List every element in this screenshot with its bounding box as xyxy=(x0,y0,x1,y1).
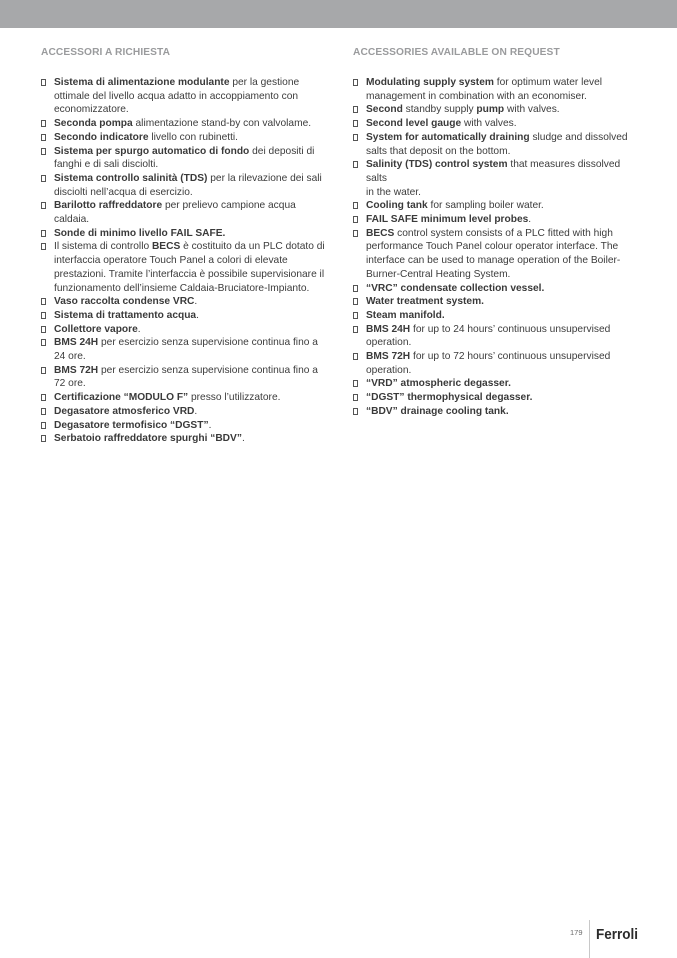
bullet-icon xyxy=(353,120,358,127)
list-item xyxy=(353,103,643,117)
item-text: with valves. xyxy=(461,118,517,130)
bold-text: BMS 24H xyxy=(366,323,411,335)
bullet-icon xyxy=(41,435,46,442)
list-item xyxy=(41,117,331,131)
item-text: . xyxy=(208,419,212,431)
bold-text: Degasatore atmosferico VRD xyxy=(54,405,195,417)
bold-text: Degasatore termofisico “DGST” xyxy=(54,419,209,431)
item-text: for up to 72 hours’ continuous unsupervised operation. xyxy=(366,351,611,376)
bullet-icon xyxy=(41,175,46,182)
english-accessories-list xyxy=(353,76,643,419)
italian-heading: ACCESSORI A RICHIESTA xyxy=(41,47,171,58)
list-item xyxy=(353,309,643,323)
bold-text: Serbatoio raffreddatore spurghi “BDV” xyxy=(54,433,242,445)
bold-text: “VRC” condensate collection vessel. xyxy=(366,282,545,294)
bullet-icon xyxy=(353,408,358,415)
item-text: . xyxy=(528,214,532,226)
item-text: Il sistema di controllo xyxy=(54,241,152,253)
list-item xyxy=(41,419,331,433)
bold-text: Vaso raccolta condense VRC xyxy=(54,296,195,308)
list-item xyxy=(353,377,643,391)
italian-accessories-list xyxy=(41,76,331,446)
item-text: for optimum water level management in combination with an economiser. xyxy=(366,77,603,102)
bullet-icon xyxy=(353,298,358,305)
list-item xyxy=(353,350,643,377)
bullet-icon xyxy=(41,339,46,346)
bold-text: Second level gauge xyxy=(366,118,462,130)
ferroli-logo xyxy=(596,920,640,951)
bold-text: System for automatically draining xyxy=(366,131,530,143)
bullet-icon xyxy=(353,285,358,292)
item-text: that measures dissolved salts in the water. xyxy=(366,159,621,198)
bold-text: Second xyxy=(366,104,403,116)
item-text: alimentazione stand-by con valvolame. xyxy=(132,118,312,130)
bullet-icon xyxy=(353,312,358,319)
bullet-icon xyxy=(41,408,46,415)
bold-text: BECS xyxy=(151,241,181,253)
bold-text: “VRD” atmospheric degasser. xyxy=(366,378,511,390)
list-item xyxy=(353,323,643,350)
page-number: 179 xyxy=(570,928,583,937)
list-item xyxy=(41,131,331,145)
bold-text: BECS xyxy=(366,227,395,239)
bold-text: Steam manifold. xyxy=(366,309,445,321)
bold-text: “DGST” thermophysical degasser. xyxy=(366,392,533,404)
item-text: . xyxy=(194,296,198,308)
item-text: per esercizio senza supervisione continua fino a 24 ore. xyxy=(54,337,318,363)
item-text: per la gestione ottimale del livello acqua adatto in accoppiamento con economizzatore. xyxy=(54,77,300,116)
bold-text: Seconda pompa xyxy=(54,118,133,130)
list-item xyxy=(41,199,331,226)
list-item xyxy=(41,145,331,172)
item-text: control system consists of a PLC fitted with high performance Touch Panel colour operator interface. The interface can be used to manage operation of the Boiler-Burner-Central Heating System. xyxy=(366,227,621,280)
item-text: for sampling boiler water. xyxy=(427,200,544,212)
item-text: with valves. xyxy=(504,104,560,116)
bold-text: pump xyxy=(476,104,505,116)
list-item xyxy=(353,282,643,296)
item-text: sludge and dissolved salts that deposit on the bottom. xyxy=(366,131,628,157)
list-item xyxy=(41,432,331,446)
list-item xyxy=(353,295,643,309)
bold-text: Cooling tank xyxy=(366,200,428,212)
list-item xyxy=(41,405,331,419)
list-item xyxy=(353,391,643,405)
bullet-icon xyxy=(41,367,46,374)
english-heading: ACCESSORIES AVAILABLE ON REQUEST xyxy=(353,47,560,58)
list-item xyxy=(353,199,643,213)
bullet-icon xyxy=(41,230,46,237)
ferroli-logo-text: Ferroli xyxy=(596,926,638,943)
bullet-icon xyxy=(353,79,358,86)
item-text: standby supply xyxy=(402,104,477,116)
bold-text: “BDV” drainage cooling tank. xyxy=(366,405,509,417)
list-item xyxy=(353,76,643,103)
bold-text: Sistema di alimentazione modulante xyxy=(54,77,230,88)
bold-text: BMS 24H xyxy=(54,337,99,349)
item-text: presso l’utilizzatore. xyxy=(188,392,281,404)
list-item xyxy=(41,336,331,363)
item-text: . xyxy=(137,323,141,335)
item-text: per esercizio senza supervisione continua fino a 72 ore. xyxy=(54,364,318,390)
item-text: per prelievo campione acqua caldaia. xyxy=(54,200,296,226)
bullet-icon xyxy=(353,380,358,387)
footer-divider xyxy=(589,920,590,958)
list-item xyxy=(41,323,331,337)
bold-text: Sonde di minimo livello FAIL SAFE. xyxy=(54,227,226,239)
bold-text: BMS 72H xyxy=(54,364,99,376)
bullet-icon xyxy=(353,161,358,168)
item-text: livello con rubinetti. xyxy=(148,131,239,143)
bullet-icon xyxy=(41,298,46,305)
item-text: . xyxy=(241,433,245,445)
top-bar xyxy=(0,0,677,28)
bullet-icon xyxy=(41,134,46,141)
list-item xyxy=(41,309,331,323)
bold-text: Certificazione “MODULO F” xyxy=(54,392,189,404)
bullet-icon xyxy=(353,134,358,141)
list-item xyxy=(353,227,643,282)
item-text: . xyxy=(194,405,198,417)
list-item xyxy=(41,172,331,199)
bullet-icon xyxy=(353,230,358,237)
bold-text: FAIL SAFE minimum level probes xyxy=(366,214,529,226)
bullet-icon xyxy=(41,120,46,127)
bold-text: Collettore vapore xyxy=(54,323,138,335)
bullet-icon xyxy=(353,106,358,113)
bullet-icon xyxy=(353,326,358,333)
item-text: . xyxy=(196,309,199,321)
bullet-icon xyxy=(41,326,46,333)
item-text: for up to 24 hours’ continuous unsupervised operation. xyxy=(366,323,611,349)
list-item xyxy=(41,240,331,295)
bold-text: Modulating supply system xyxy=(366,77,494,88)
list-item xyxy=(41,391,331,405)
list-item xyxy=(353,213,643,227)
item-text: è costituito da un PLC dotato di interfaccia operatore Touch Panel a colori di elevate prestazioni. Tramite l’interfaccia è possibile supervisionare il funzionamento dell’insieme Caldaia-Bruciatore-Impianto. xyxy=(54,241,325,294)
list-item xyxy=(353,131,643,158)
item-text: dei depositi di fanghi e di sali disciolti. xyxy=(54,145,315,171)
bullet-icon xyxy=(353,216,358,223)
bold-text: Sistema per spurgo automatico di fondo xyxy=(54,145,250,157)
bullet-icon xyxy=(41,243,46,250)
list-item xyxy=(353,405,643,419)
bullet-icon xyxy=(41,79,46,86)
bullet-icon xyxy=(41,422,46,429)
list-item xyxy=(41,76,331,117)
bullet-icon xyxy=(353,202,358,209)
english-column xyxy=(353,46,643,419)
list-item xyxy=(353,117,643,131)
bold-text: Sistema controllo salinità (TDS) xyxy=(54,172,208,184)
bullet-icon xyxy=(353,353,358,360)
bullet-icon xyxy=(41,312,46,319)
item-text: per la rilevazione dei sali disciolti nell’acqua di esercizio. xyxy=(54,172,322,198)
list-item xyxy=(41,364,331,391)
bullet-icon xyxy=(353,394,358,401)
bullet-icon xyxy=(41,202,46,209)
list-item xyxy=(353,158,643,199)
bold-text: Secondo indicatore xyxy=(54,131,149,143)
italian-column xyxy=(41,46,331,446)
bold-text: Sistema di trattamento acqua xyxy=(54,309,197,321)
bold-text: Water treatment system. xyxy=(366,296,484,308)
bold-text: Salinity (TDS) control system xyxy=(366,159,508,171)
list-item xyxy=(41,227,331,241)
bold-text: BMS 72H xyxy=(366,351,411,363)
ferroli-logo-mark xyxy=(596,920,640,946)
bullet-icon xyxy=(41,394,46,401)
bullet-icon xyxy=(41,148,46,155)
bold-text: Barilotto raffreddatore xyxy=(54,200,163,212)
list-item xyxy=(41,295,331,309)
